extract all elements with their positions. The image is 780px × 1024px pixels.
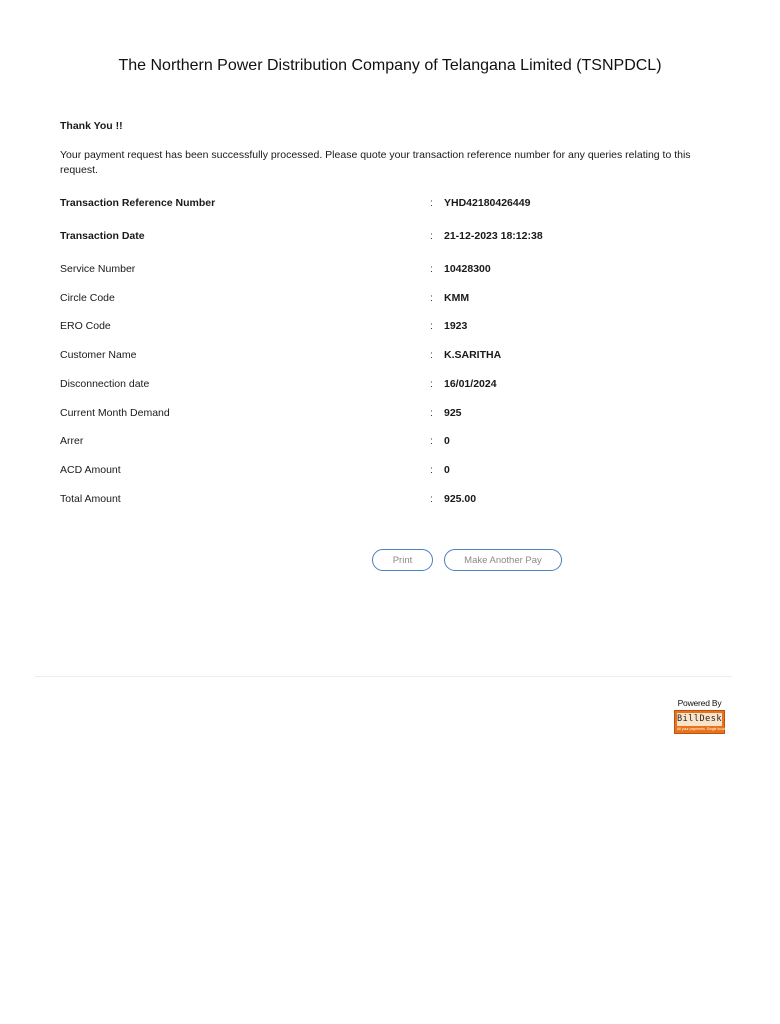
detail-label: Service Number [60,263,136,275]
detail-separator: : [430,378,433,390]
detail-value: K.SARITHA [444,349,502,361]
detail-row-transaction-date [60,228,720,244]
detail-separator: : [430,197,433,209]
detail-row-total-amount [60,491,720,507]
detail-separator: : [430,407,433,419]
detail-row-current-month-demand [60,405,720,421]
footer-divider [35,676,732,677]
detail-separator: : [430,263,433,275]
detail-label: Customer Name [60,349,137,361]
detail-row-ero-code [60,318,720,334]
page-title: The Northern Power Distribution Company of Telangana Limited (TSNPDCL) [118,57,662,74]
detail-label: Total Amount [60,493,121,505]
detail-value: YHD42180426449 [444,197,531,209]
print-button[interactable]: Print [372,549,433,571]
detail-separator: : [430,292,433,304]
detail-separator: : [430,435,433,447]
detail-label: Current Month Demand [60,407,170,419]
detail-value: 0 [444,464,450,476]
detail-value: 21-12-2023 18:12:38 [444,230,543,242]
detail-value: KMM [444,292,470,304]
detail-value: 10428300 [444,263,491,275]
detail-row-circle-code [60,290,720,306]
detail-label: Disconnection date [60,378,150,390]
detail-row-disconnection-date [60,376,720,392]
detail-row-service-number [60,261,720,277]
billdesk-logo-tagline: All your payments. Single location [677,727,730,731]
powered-by-text: Powered By [677,698,722,708]
thank-you-heading: Thank You !! [60,120,123,132]
detail-value: 1923 [444,320,468,332]
billdesk-logo-name: BillDesk [677,714,722,724]
detail-row-transaction-reference [60,195,720,211]
detail-label: Arrer [60,435,84,447]
confirmation-message: Your payment request has been successfully processed. Please quote your transaction reference number for any queries relating to this request. [60,149,691,176]
detail-separator: : [430,320,433,332]
detail-value: 925.00 [444,493,477,505]
detail-separator: : [430,493,433,505]
detail-label: Transaction Reference Number [60,197,216,209]
detail-row-arrear [60,433,720,449]
detail-row-acd-amount [60,462,720,478]
detail-value: 0 [444,435,450,447]
detail-label: Circle Code [60,292,115,304]
make-another-pay-button[interactable]: Make Another Pay [444,549,562,571]
detail-row-customer-name [60,347,720,363]
detail-separator: : [430,349,433,361]
powered-by-billdesk [674,698,730,734]
detail-label: Transaction Date [60,230,145,242]
detail-label: ACD Amount [60,464,121,476]
detail-separator: : [430,464,433,476]
detail-value: 925 [444,407,462,419]
detail-value: 16/01/2024 [444,378,497,390]
billdesk-logo [674,710,730,734]
detail-separator: : [430,230,433,242]
detail-label: ERO Code [60,320,111,332]
